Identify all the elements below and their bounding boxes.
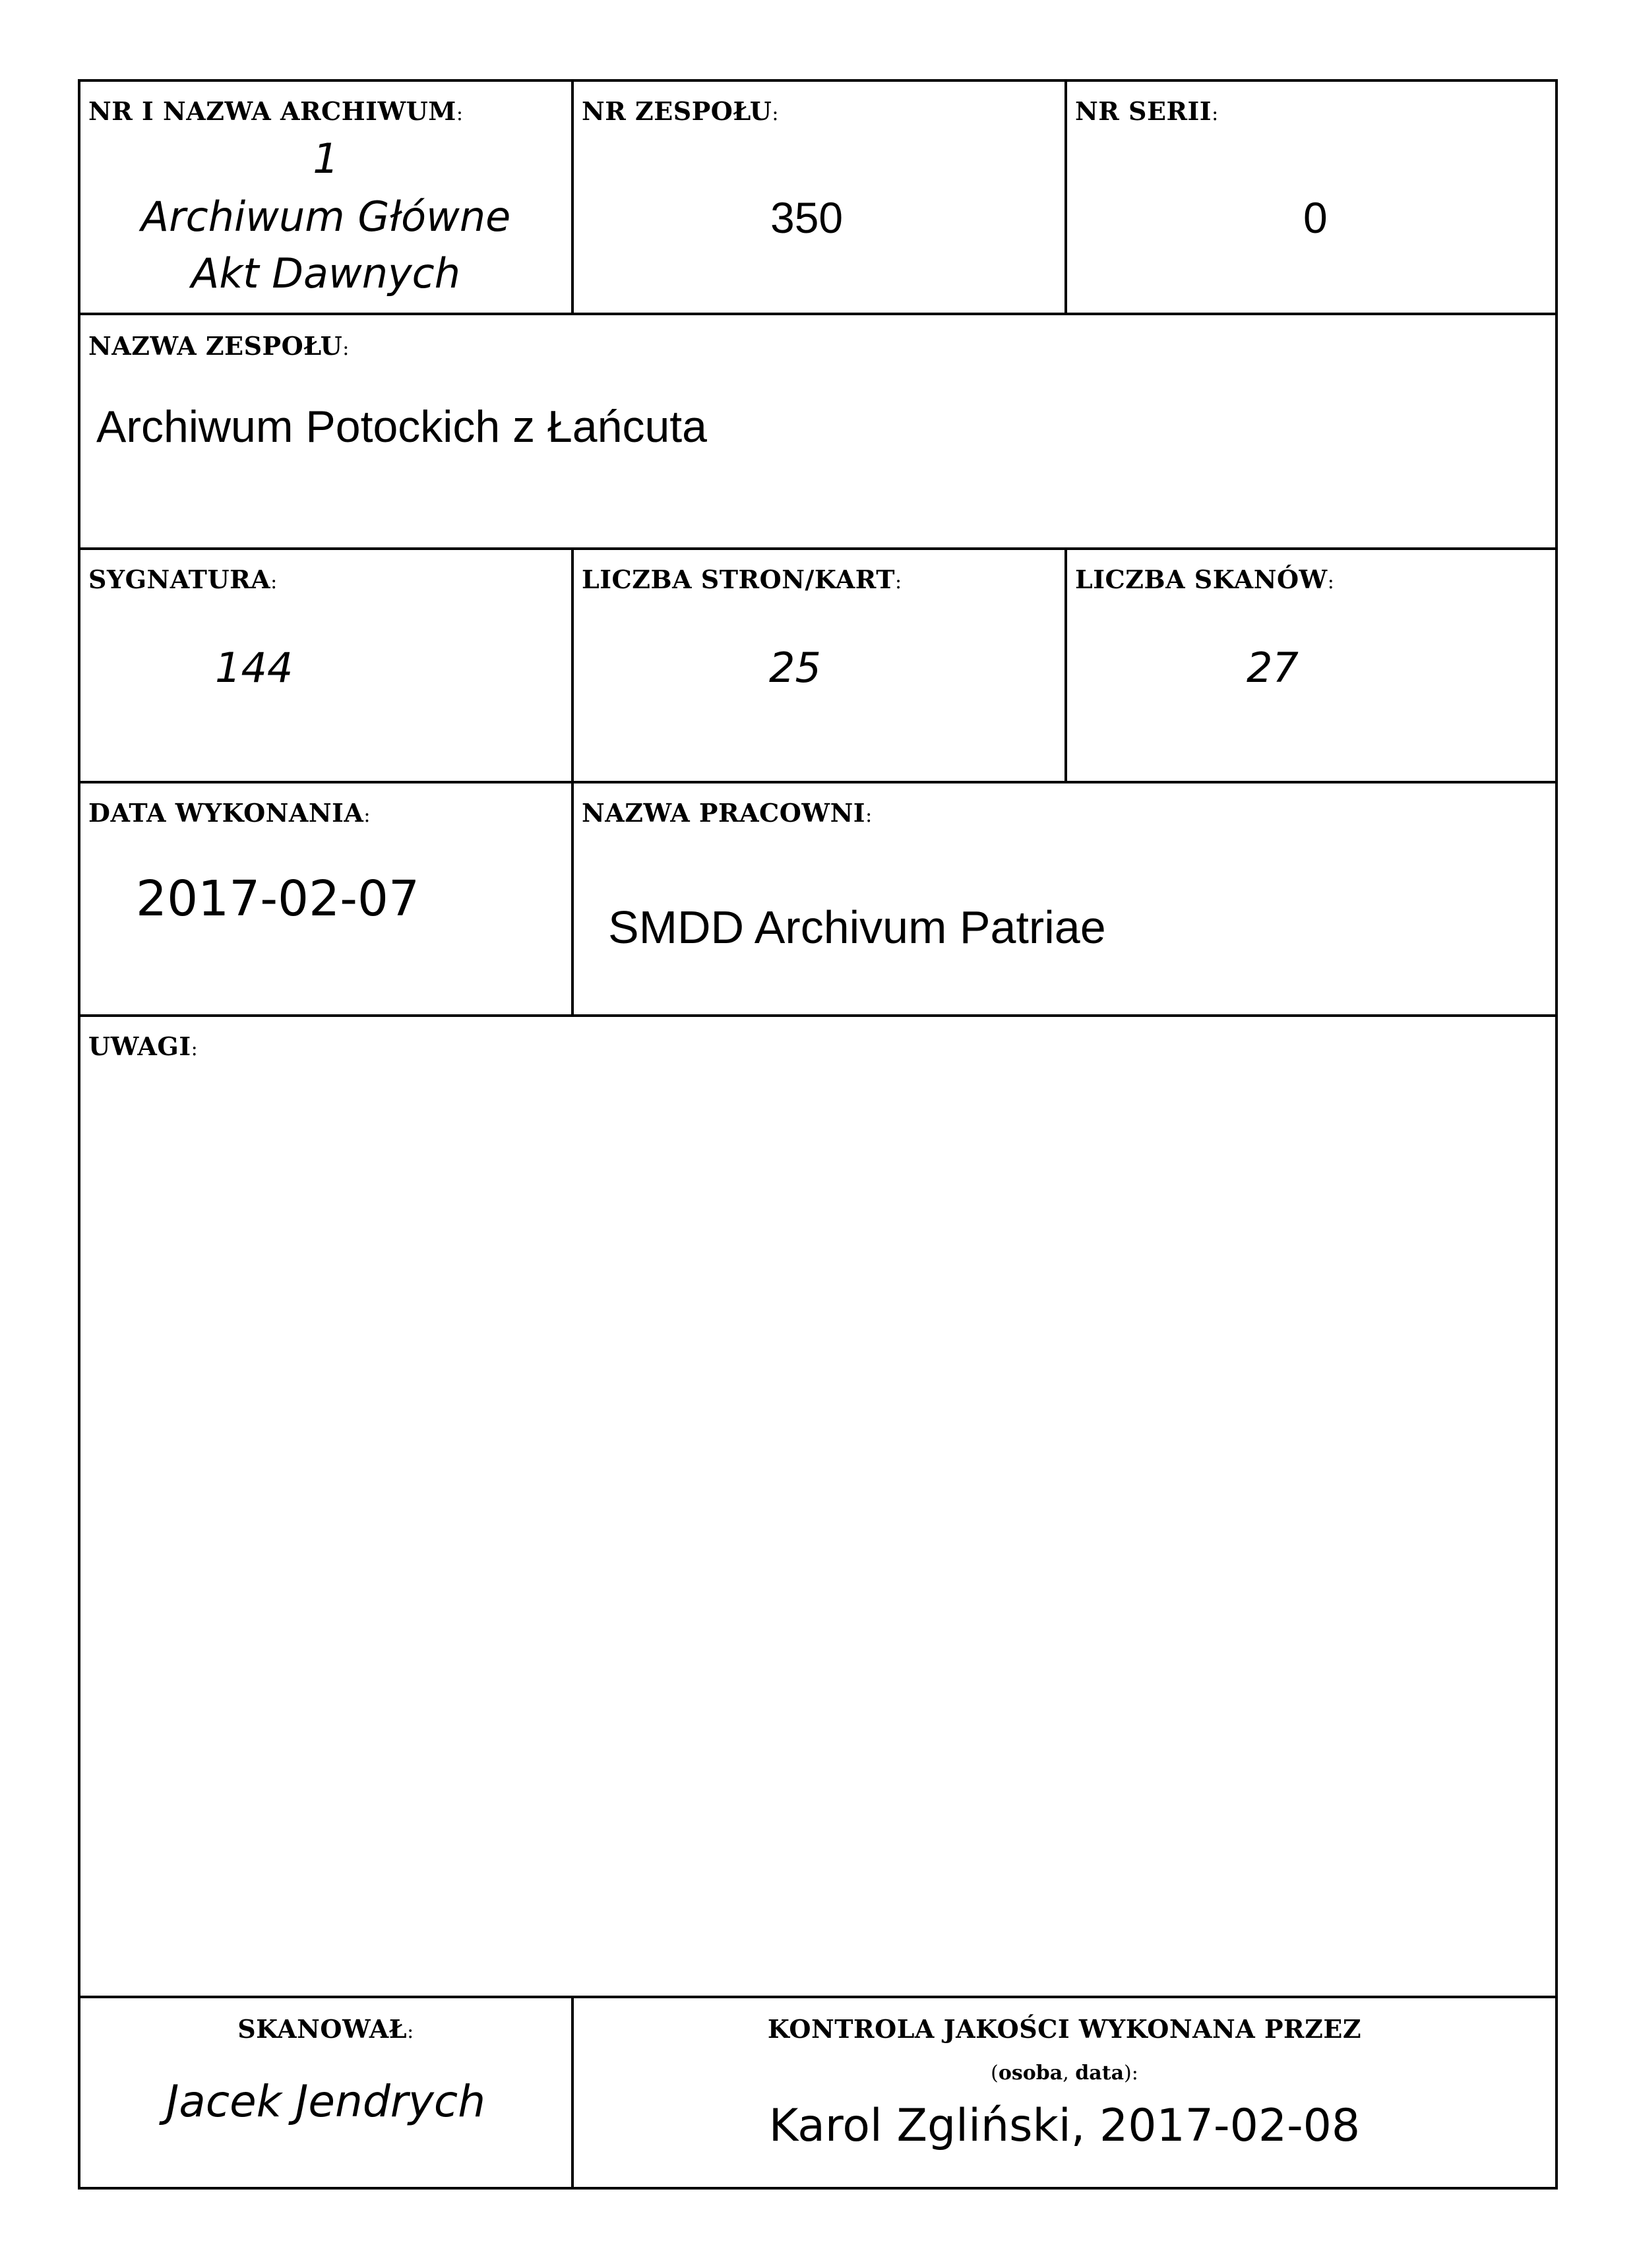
fonds-name: Archiwum Potockich z Łańcuta xyxy=(96,402,707,452)
archive-name-line2: Akt Dawnych xyxy=(191,249,461,297)
archive-label: NR I NAZWA ARCHIWUM: xyxy=(88,96,464,126)
workshop-label: NAZWA PRACOWNI: xyxy=(582,798,873,828)
date-label: DATA WYKONANIA: xyxy=(88,798,371,828)
pages-label: LICZBA STRON/KART: xyxy=(582,565,902,594)
series-label: NR SERII: xyxy=(1075,96,1219,126)
row-divider xyxy=(80,313,1555,315)
notes-label: UWAGI: xyxy=(88,1031,199,1061)
date-value: 2017-02-07 xyxy=(136,871,420,927)
signature-value: 144 xyxy=(215,644,293,692)
column-divider xyxy=(1064,82,1067,314)
pages-value: 25 xyxy=(769,644,821,692)
column-divider xyxy=(571,782,574,1016)
column-divider xyxy=(571,82,574,314)
fonds-name-label: NAZWA ZESPOŁU: xyxy=(88,331,350,361)
archive-name-line1: Archiwum Główne xyxy=(140,193,511,241)
row-divider xyxy=(80,1996,1555,1998)
qc-label: KONTROLA JAKOŚCI WYKONANA PRZEZ xyxy=(767,2014,1362,2044)
row-divider xyxy=(80,547,1555,550)
row-divider xyxy=(80,1014,1555,1017)
scans-label: LICZBA SKANÓW: xyxy=(1075,565,1335,594)
column-divider xyxy=(1064,549,1067,782)
qc-value: Karol Zgliński, 2017-02-08 xyxy=(768,2100,1361,2152)
scanned-by-label: SKANOWAŁ: xyxy=(237,2014,414,2044)
fonds-number-label: NR ZESPOŁU: xyxy=(582,96,780,126)
workshop-value: SMDD Archivum Patriae xyxy=(608,902,1106,953)
fonds-number: 350 xyxy=(770,193,844,242)
signature-label: SYGNATURA: xyxy=(88,565,278,594)
row-divider xyxy=(80,781,1555,783)
scanned-by-value: Jacek Jendrych xyxy=(166,2076,486,2127)
archive-number: 1 xyxy=(313,135,339,183)
metadata-sheet xyxy=(78,79,1558,2190)
qc-sublabel: (osoba, data): xyxy=(991,2062,1138,2085)
series-number: 0 xyxy=(1303,193,1328,242)
scans-value: 27 xyxy=(1247,644,1299,692)
column-divider xyxy=(571,549,574,782)
